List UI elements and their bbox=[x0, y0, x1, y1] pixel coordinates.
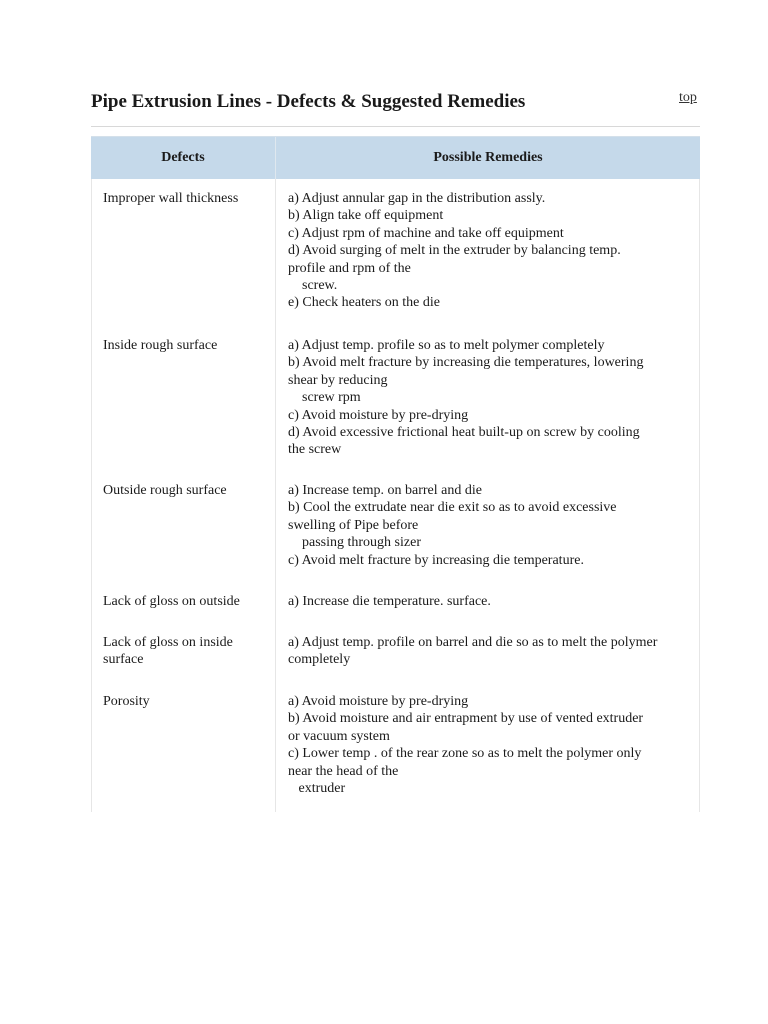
remedy-line: c) Avoid melt fracture by increasing die temperature. bbox=[288, 552, 584, 568]
remedy-line: a) Increase temp. on barrel and die bbox=[288, 483, 482, 498]
table-row bbox=[91, 623, 700, 682]
table-row bbox=[91, 326, 700, 471]
defect-cell: Porosity bbox=[91, 682, 276, 812]
column-header-defects: Defects bbox=[91, 137, 276, 179]
remedy-cell bbox=[276, 582, 700, 623]
remedy-line: near the head of the bbox=[288, 763, 399, 779]
table-row bbox=[91, 682, 700, 812]
remedy-line: swelling of Pipe before bbox=[288, 517, 419, 533]
column-header-remedies: Possible Remedies bbox=[433, 150, 543, 165]
remedy-line: c) Lower temp . of the rear zone so as to melt the polymer only bbox=[288, 746, 642, 762]
remedy-line: a) Adjust temp. profile on barrel and die so as to melt the polymer bbox=[288, 635, 658, 650]
remedy-line: completely bbox=[288, 652, 351, 668]
remedy-line: or vacuum system bbox=[288, 728, 390, 744]
remedy-cell bbox=[276, 682, 700, 812]
remedy-line: screw rpm bbox=[288, 390, 361, 406]
remedy-cell bbox=[276, 623, 700, 682]
table-body bbox=[91, 179, 700, 812]
remedy-line: b) Align take off equipment bbox=[288, 208, 444, 224]
remedy-line: c) Avoid moisture by pre-drying bbox=[288, 407, 469, 423]
defect-cell: Outside rough surface bbox=[91, 471, 276, 582]
defects-table bbox=[91, 136, 700, 812]
remedy-line: a) Avoid moisture by pre-drying bbox=[288, 694, 469, 709]
remedy-line: profile and rpm of the bbox=[288, 260, 411, 276]
page-title: Pipe Extrusion Lines - Defects & Suggested Remedies bbox=[91, 91, 526, 112]
remedy-line: d) Avoid excessive frictional heat built-up on screw by cooling bbox=[288, 425, 640, 441]
remedy-line: screw. bbox=[288, 278, 338, 294]
remedy-line: the screw bbox=[288, 442, 342, 458]
remedy-line: c) Adjust rpm of machine and take off equipment bbox=[288, 225, 564, 241]
defect-cell: Inside rough surface bbox=[91, 326, 276, 471]
remedy-line: a) Adjust temp. profile so as to melt polymer completely bbox=[288, 338, 605, 353]
remedy-line: extruder bbox=[288, 781, 346, 797]
remedy-cell bbox=[276, 179, 700, 326]
remedy-line: d) Avoid surging of melt in the extruder by balancing temp. bbox=[288, 243, 621, 259]
remedy-line: a) Adjust annular gap in the distribution assly. bbox=[288, 191, 546, 206]
title-divider bbox=[91, 126, 700, 127]
defect-cell: Improper wall thickness bbox=[91, 179, 276, 326]
remedy-line: b) Avoid melt fracture by increasing die temperatures, lowering bbox=[288, 355, 644, 371]
remedy-line: a) Increase die temperature. surface. bbox=[288, 594, 491, 609]
remedy-cell bbox=[276, 326, 700, 471]
remedy-line: e) Check heaters on the die bbox=[288, 295, 440, 311]
table-row bbox=[91, 179, 700, 326]
remedy-line: shear by reducing bbox=[288, 372, 388, 388]
defect-cell: Lack of gloss on outside bbox=[91, 582, 276, 623]
table-row bbox=[91, 471, 700, 582]
remedy-line: b) Cool the extrudate near die exit so as to avoid excessive bbox=[288, 500, 617, 516]
table-row bbox=[91, 582, 700, 623]
remedy-line: b) Avoid moisture and air entrapment by use of vented extruder bbox=[288, 711, 644, 727]
defect-cell: Lack of gloss on inside surface bbox=[91, 623, 276, 682]
remedy-line: passing through sizer bbox=[288, 535, 421, 551]
table-header-row bbox=[91, 136, 700, 179]
remedy-cell bbox=[276, 471, 700, 582]
top-link[interactable]: top bbox=[679, 90, 697, 105]
